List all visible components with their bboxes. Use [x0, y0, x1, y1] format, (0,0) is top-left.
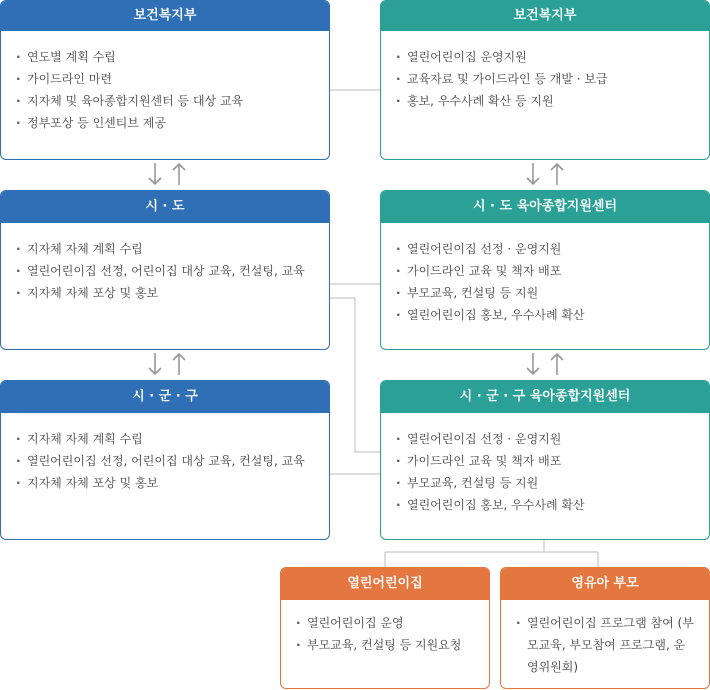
- list-item: · 열린어린이집 운영: [296, 612, 475, 634]
- arrow-up-icon: [172, 162, 186, 186]
- list-item: · 부모교육, 컨설팅 등 지원: [396, 472, 695, 494]
- list-item: · 열린어린이집 운영지원: [396, 46, 695, 68]
- left-ministry-box: [0, 0, 330, 160]
- item-list: [501, 600, 709, 678]
- arrow-down-icon: [148, 162, 162, 186]
- list-item: · 교육자료 및 가이드라인 등 개발 · 보급: [396, 68, 695, 90]
- right-city-center-box: [380, 380, 710, 540]
- item-list: [281, 600, 489, 656]
- list-item: · 지자체 자체 포상 및 홍보: [16, 472, 315, 494]
- list-item: · 가이드라인 교육 및 책자 배포: [396, 450, 695, 472]
- list-item: · 가이드라인 마련: [16, 68, 315, 90]
- list-item: · 지자체 자체 계획 수립: [16, 428, 315, 450]
- list-item: · 부모교육, 컨설팅 등 지원: [396, 282, 695, 304]
- right-ministry-box: [380, 0, 710, 160]
- list-item: · 부모교육, 컨설팅 등 지원요청: [296, 634, 475, 656]
- box-title: 시 · 군 · 구 육아종합지원센터: [381, 381, 709, 413]
- list-item: · 열린어린이집 선정, 어린이집 대상 교육, 컨설팅, 교육: [16, 450, 315, 472]
- arrow-up-icon: [550, 162, 564, 186]
- arrow-down-icon: [526, 162, 540, 186]
- item-list: [1, 31, 329, 134]
- box-title: 보건복지부: [381, 1, 709, 31]
- list-item: · 정부포상 등 인센티브 제공: [16, 112, 315, 134]
- right-province-center-box: [380, 190, 710, 350]
- box-title: 시 · 군 · 구: [1, 381, 329, 413]
- list-item: · 홍보, 우수사례 확산 등 지원: [396, 90, 695, 112]
- list-item: · 연도별 계획 수립: [16, 46, 315, 68]
- arrow-down-icon: [526, 352, 540, 376]
- box-title: 열린어린이집: [281, 568, 489, 600]
- item-list: [381, 413, 709, 516]
- item-list: [381, 223, 709, 326]
- parents-box: [500, 567, 710, 689]
- list-item: · 지자체 자체 계획 수립: [16, 238, 315, 260]
- arrow-up-icon: [550, 352, 564, 376]
- item-list: [1, 413, 329, 494]
- left-city-box: [0, 380, 330, 540]
- item-list: [381, 31, 709, 112]
- list-item: · 열린어린이집 선정 · 운영지원: [396, 238, 695, 260]
- list-item: · 열린어린이집 선정, 어린이집 대상 교육, 컨설팅, 교육: [16, 260, 315, 282]
- list-item: · 열린어린이집 홍보, 우수사례 확산: [396, 494, 695, 516]
- arrow-up-icon: [172, 352, 186, 376]
- left-province-box: [0, 190, 330, 350]
- list-item: · 열린어린이집 홍보, 우수사례 확산: [396, 304, 695, 326]
- item-list: [1, 223, 329, 304]
- arrow-down-icon: [148, 352, 162, 376]
- list-item: · 열린어린이집 선정 · 운영지원: [396, 428, 695, 450]
- box-title: 영유아 부모: [501, 568, 709, 600]
- list-item: · 지자체 자체 포상 및 홍보: [16, 282, 315, 304]
- list-item: · 가이드라인 교육 및 책자 배포: [396, 260, 695, 282]
- box-title: 시 · 도 육아종합지원센터: [381, 191, 709, 223]
- daycare-box: [280, 567, 490, 689]
- box-title: 시 · 도: [1, 191, 329, 223]
- box-title: 보건복지부: [1, 1, 329, 31]
- list-item: · 지자체 및 육아종합지원센터 등 대상 교육: [16, 90, 315, 112]
- list-item: · 열린어린이집 프로그램 참여 (부모교육, 부모참여 프로그램, 운영위원회): [516, 612, 695, 678]
